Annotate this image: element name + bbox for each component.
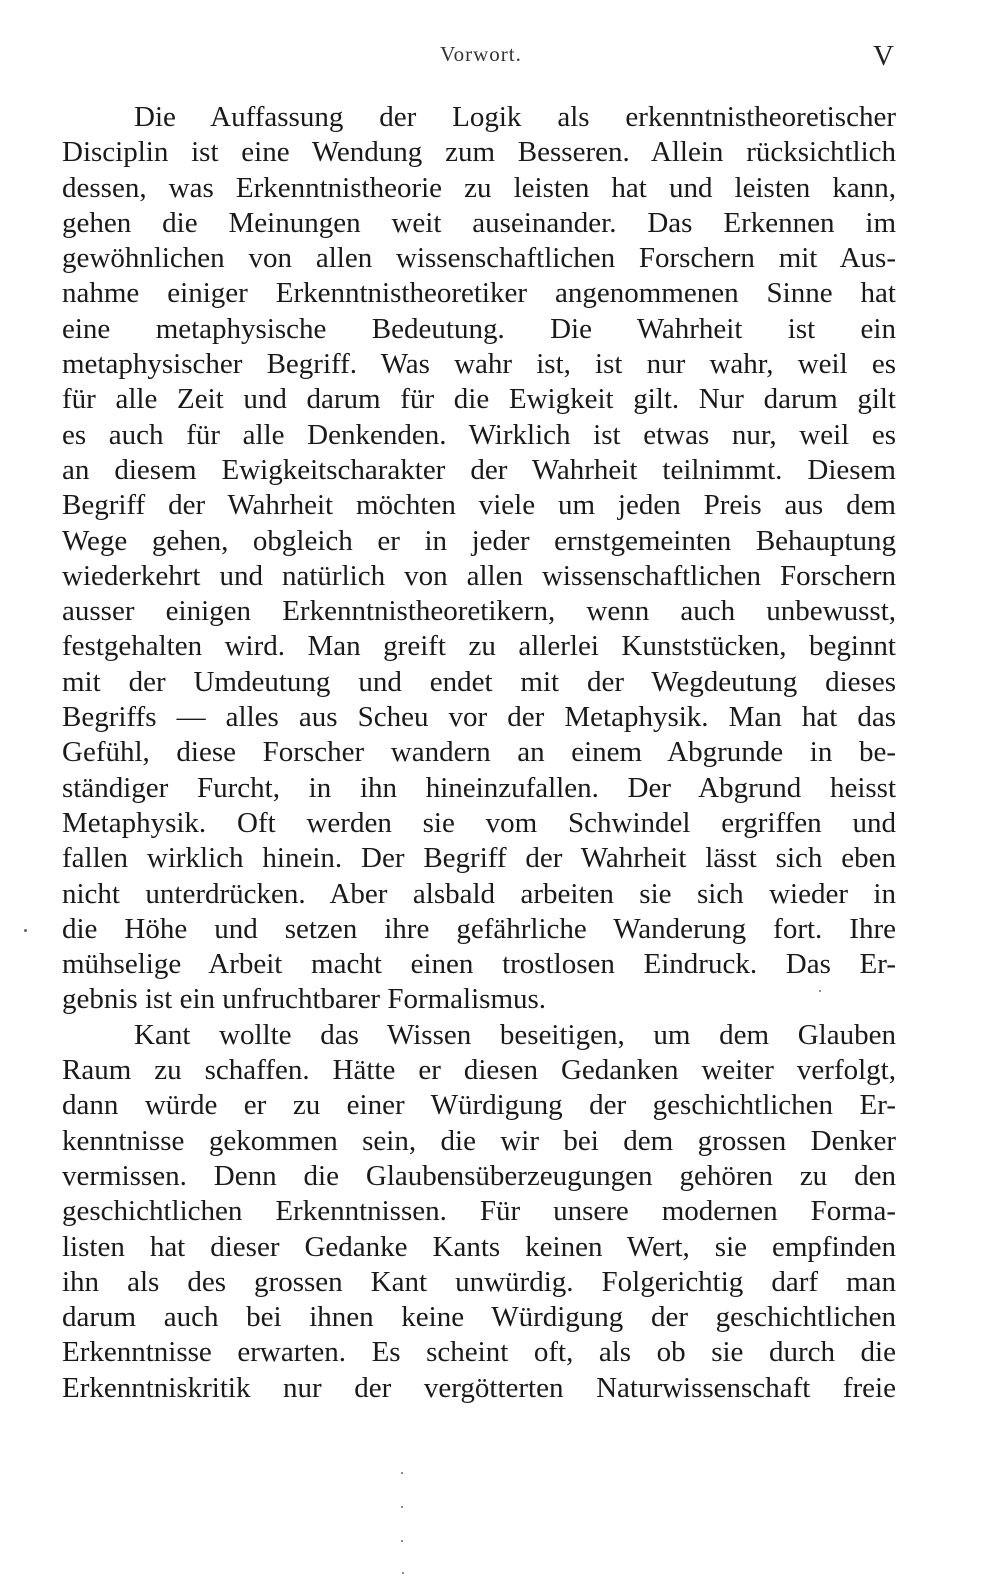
text-line: nahme einiger Erkenntnistheoretiker angenommenen Sinne hat: [62, 277, 896, 310]
text-line: gebnis ist ein unfruchtbarer Formalismus.: [62, 983, 547, 1016]
text-line: ausser einigen Erkenntnistheoretikern, wenn auch unbewusst,: [62, 595, 896, 628]
text-line: kenntnisse gekommen sein, die wir bei dem grossen Denker: [62, 1124, 896, 1157]
text-line: festgehalten wird. Man greift zu allerlei Kunststücken, beginnt: [62, 630, 896, 663]
body-text: [62, 100, 896, 1406]
text-line: metaphysischer Begriff. Was wahr ist, ist nur wahr, weil es: [62, 348, 896, 381]
text-line: darum auch bei ihnen keine Würdigung der geschichtlichen: [62, 1301, 896, 1334]
text-line: listen hat dieser Gedanke Kants keinen Wert, sie empfinden: [62, 1230, 896, 1263]
page-number: V: [873, 40, 894, 72]
text-line: mit der Umdeutung und endet mit der Wegdeutung dieses: [62, 665, 896, 698]
text-line: fallen wirklich hinein. Der Begriff der Wahrheit lässt sich eben: [62, 842, 896, 875]
text-line: Begriffs — alles aus Scheu vor der Metaphysik. Man hat das: [62, 701, 896, 734]
text-line: geschichtlichen Erkenntnissen. Für unsere modernen Forma-: [62, 1195, 896, 1228]
text-line: es auch für alle Denkenden. Wirklich ist etwas nur, weil es: [62, 418, 896, 451]
text-line: ständiger Furcht, in ihn hineinzufallen. Der Abgrund heisst: [62, 771, 896, 804]
text-line: Gefühl, diese Forscher wandern an einem Abgrunde in be-: [62, 736, 896, 769]
text-line: Wege gehen, obgleich er in jeder ernstgemeinten Behauptung: [62, 524, 896, 557]
text-line: wiederkehrt und natürlich von allen wissenschaftlichen Forschern: [62, 559, 896, 592]
text-line: Die Auffassung der Logik als erkenntnistheoretischer: [134, 101, 896, 133]
scan-speck: [401, 1472, 403, 1474]
text-line: ihn als des grossen Kant unwürdig. Folgerichtig darf man: [62, 1265, 896, 1298]
text-line: Disciplin ist eine Wendung zum Besseren. Allein rücksichtlich: [62, 136, 896, 169]
text-line: Erkenntniskritik nur der vergötterten Naturwissenschaft freie: [62, 1371, 896, 1404]
running-head: [62, 40, 900, 80]
paragraph: [62, 1018, 896, 1406]
text-line: eine metaphysische Bedeutung. Die Wahrheit ist ein: [62, 312, 896, 345]
scan-speck: [401, 1540, 403, 1542]
text-line: Begriff der Wahrheit möchten viele um jeden Preis aus dem: [62, 489, 896, 522]
text-line: für alle Zeit und darum für die Ewigkeit gilt. Nur darum gilt: [62, 383, 896, 416]
text-line: dessen, was Erkenntnistheorie zu leisten hat und leisten kann,: [62, 171, 896, 204]
scan-speck: [402, 1572, 404, 1574]
text-line: Kant wollte das Wissen beseitigen, um dem Glauben: [134, 1018, 896, 1051]
paragraph: [62, 100, 896, 1018]
text-line: Raum zu schaffen. Hätte er diesen Gedanken weiter verfolgt,: [62, 1054, 896, 1087]
text-line: gehen die Meinungen weit auseinander. Das Erkennen im: [62, 206, 896, 239]
scan-speck: [24, 929, 27, 932]
text-line: dann würde er zu einer Würdigung der geschichtlichen Er-: [62, 1089, 896, 1122]
text-line: Erkenntnisse erwarten. Es scheint oft, als ob sie durch die: [62, 1336, 896, 1369]
text-line: an diesem Ewigkeitscharakter der Wahrheit teilnimmt. Diesem: [62, 453, 896, 486]
scan-speck: [819, 990, 821, 992]
scan-speck: [401, 1506, 403, 1508]
text-line: gewöhnlichen von allen wissenschaftlichen Forschern mit Aus-: [62, 242, 896, 275]
running-title: Vorwort.: [440, 42, 522, 66]
text-line: Metaphysik. Oft werden sie vom Schwindel ergriffen und: [62, 806, 896, 839]
text-line: die Höhe und setzen ihre gefährliche Wanderung fort. Ihre: [62, 912, 896, 945]
text-line: mühselige Arbeit macht einen trostlosen Eindruck. Das Er-: [62, 948, 896, 981]
text-line: vermissen. Denn die Glaubensüberzeugungen gehören zu den: [62, 1159, 896, 1192]
text-line: nicht unterdrücken. Aber alsbald arbeiten sie sich wieder in: [62, 877, 896, 910]
